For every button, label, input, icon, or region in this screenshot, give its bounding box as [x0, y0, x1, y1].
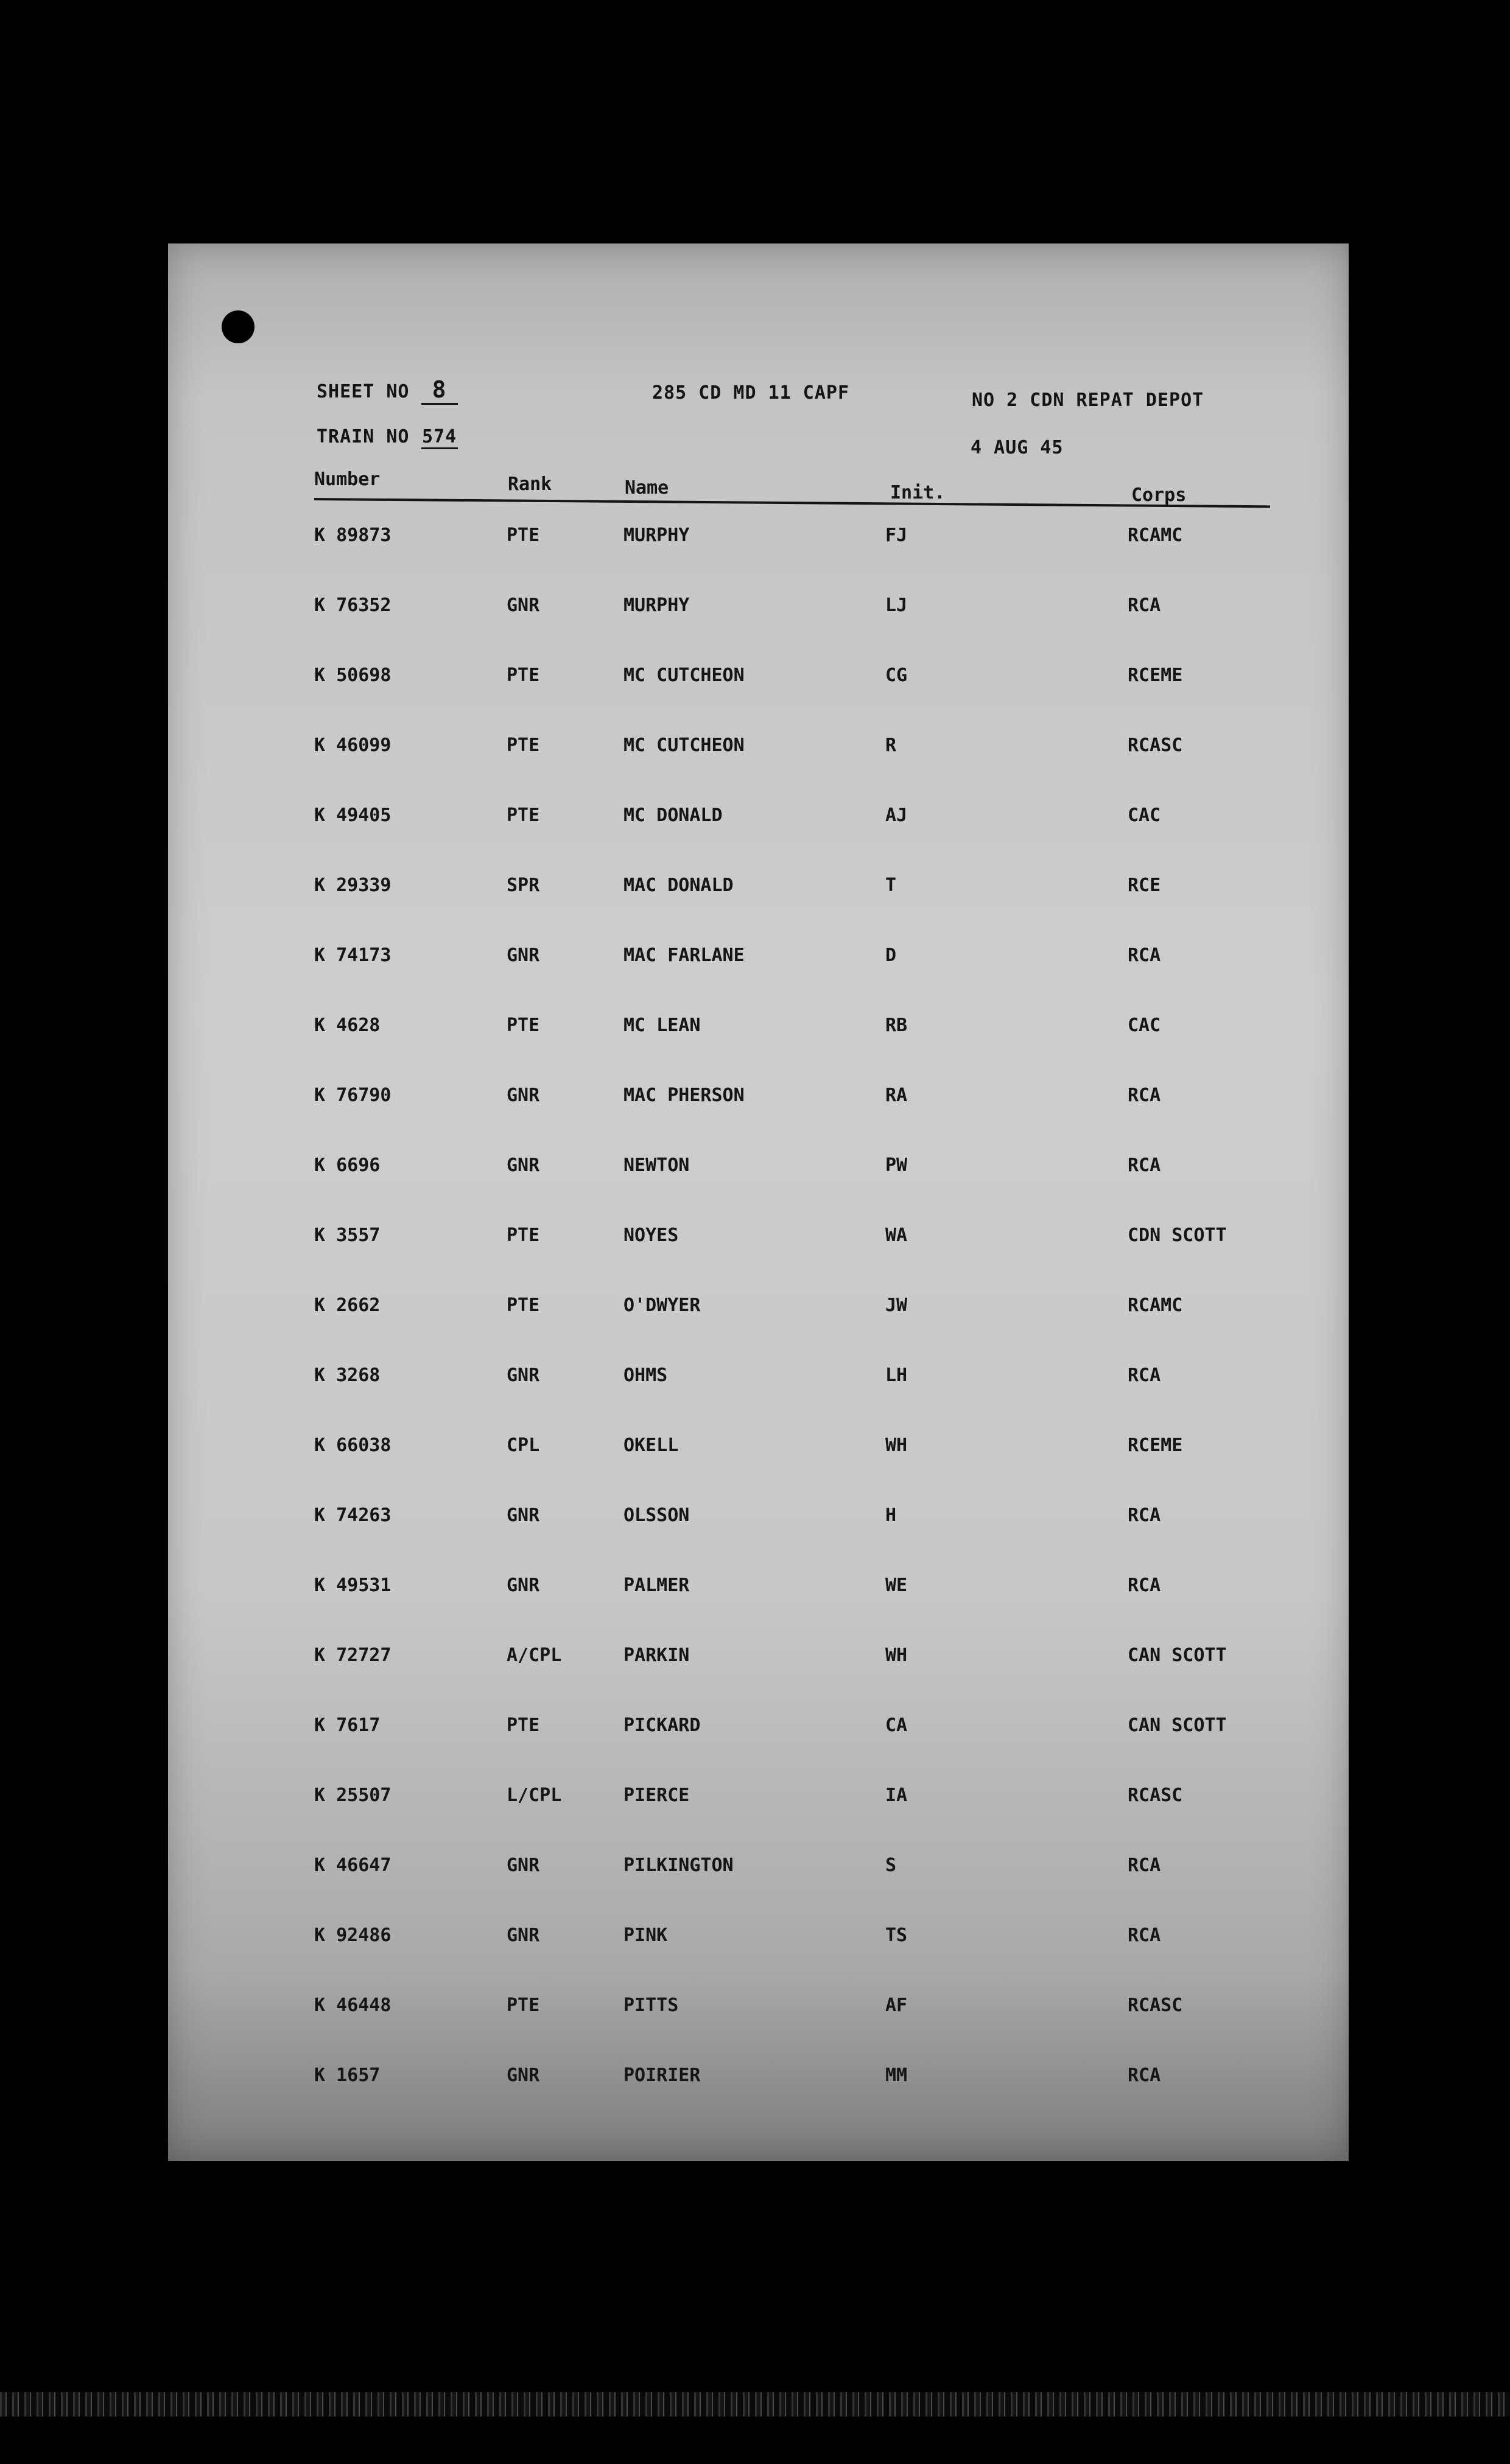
initials: S [885, 1855, 897, 1876]
initials: RA [885, 1085, 908, 1106]
table-row [168, 1421, 1349, 1491]
report-date: 4 AUG 45 [971, 437, 1064, 458]
header-rule [314, 498, 1270, 508]
table-row [168, 651, 1349, 721]
rank: GNR [507, 1575, 540, 1596]
corps: RCA [1128, 1575, 1161, 1596]
rank: GNR [507, 1085, 540, 1106]
rank: GNR [507, 1155, 540, 1176]
surname: NOYES [623, 1225, 679, 1246]
initials: LJ [885, 595, 908, 616]
initials: PW [885, 1155, 908, 1176]
table-row [168, 791, 1349, 861]
service-number: K 7617 [314, 1715, 381, 1736]
service-number: K 2662 [314, 1295, 381, 1316]
table-row [168, 1211, 1349, 1281]
surname: MAC PHERSON [623, 1085, 745, 1106]
rank: GNR [507, 1855, 540, 1876]
train-number: 574 [421, 426, 458, 449]
service-number: K 3557 [314, 1225, 381, 1246]
initials: FJ [885, 525, 908, 546]
table-row [168, 1351, 1349, 1421]
surname: MC LEAN [623, 1015, 701, 1036]
surname: PIERCE [623, 1785, 690, 1806]
rank: L/CPL [507, 1785, 562, 1806]
surname: MAC FARLANE [623, 945, 745, 966]
corps: RCA [1128, 2065, 1161, 2086]
service-number: K 29339 [314, 875, 392, 896]
rank: GNR [507, 945, 540, 966]
surname: MC DONALD [623, 805, 723, 826]
surname: PARKIN [623, 1645, 690, 1666]
corps: RCE [1128, 875, 1161, 896]
table-row [168, 1491, 1349, 1561]
surname: PALMER [623, 1575, 690, 1596]
scanner-edge-strip [0, 2392, 1510, 2417]
service-number: K 46647 [314, 1855, 392, 1876]
initials: H [885, 1505, 897, 1526]
table-row [168, 861, 1349, 931]
surname: MC CUTCHEON [623, 735, 745, 756]
initials: CA [885, 1715, 908, 1736]
service-number: K 6696 [314, 1155, 381, 1176]
rank: GNR [507, 1365, 540, 1386]
service-number: K 49531 [314, 1575, 392, 1596]
initials: T [885, 875, 897, 896]
table-row [168, 1561, 1349, 1631]
table-row [168, 1631, 1349, 1701]
rank: GNR [507, 2065, 540, 2086]
table-row [168, 1771, 1349, 1841]
initials: TS [885, 1925, 908, 1946]
initials: JW [885, 1295, 908, 1316]
corps: RCA [1128, 1155, 1161, 1176]
surname: PINK [623, 1925, 668, 1946]
corps: RCA [1128, 1925, 1161, 1946]
service-number: K 46099 [314, 735, 392, 756]
corps: RCA [1128, 1365, 1161, 1386]
table-row [168, 1701, 1349, 1771]
corps: RCA [1128, 1085, 1161, 1106]
service-number: K 49405 [314, 805, 392, 826]
table-row [168, 1281, 1349, 1351]
rank: PTE [507, 1225, 540, 1246]
service-number: K 3268 [314, 1365, 381, 1386]
rank: GNR [507, 595, 540, 616]
corps: RCASC [1128, 735, 1183, 756]
column-header-rank: Rank [508, 474, 552, 495]
document-page [168, 243, 1349, 2161]
rank: GNR [507, 1505, 540, 1526]
column-header-name: Name [625, 477, 669, 499]
column-header-init: Init. [890, 482, 946, 503]
table-row [168, 581, 1349, 651]
personnel-table [168, 511, 1349, 2121]
rank: A/CPL [507, 1645, 562, 1666]
service-number: K 1657 [314, 2065, 381, 2086]
table-row [168, 1141, 1349, 1211]
unit-code: 285 CD MD 11 CAPF [652, 382, 850, 404]
initials: WH [885, 1645, 908, 1666]
table-row [168, 2051, 1349, 2121]
service-number: K 4628 [314, 1015, 381, 1036]
corps: RCA [1128, 1505, 1161, 1526]
surname: O'DWYER [623, 1295, 701, 1316]
initials: LH [885, 1365, 908, 1386]
rank: PTE [507, 805, 540, 826]
service-number: K 66038 [314, 1435, 392, 1456]
sheet-label: SHEET NO [317, 381, 410, 402]
corps: RCASC [1128, 1995, 1183, 2016]
corps: CAN SCOTT [1128, 1645, 1227, 1666]
column-header-corps: Corps [1131, 485, 1187, 506]
surname: POIRIER [623, 2065, 701, 2086]
corps: CAN SCOTT [1128, 1715, 1227, 1736]
rank: PTE [507, 665, 540, 686]
sheet-number: 8 [421, 376, 458, 405]
corps: RCAMC [1128, 525, 1183, 546]
surname: MURPHY [623, 595, 690, 616]
corps: RCEME [1128, 1435, 1183, 1456]
service-number: K 76352 [314, 595, 392, 616]
service-number: K 50698 [314, 665, 392, 686]
depot-name: NO 2 CDN REPAT DEPOT [972, 390, 1204, 411]
corps: CDN SCOTT [1128, 1225, 1227, 1246]
rank: SPR [507, 875, 540, 896]
table-row [168, 721, 1349, 791]
column-header-number: Number [314, 469, 381, 490]
surname: MC CUTCHEON [623, 665, 745, 686]
table-row [168, 1071, 1349, 1141]
initials: WA [885, 1225, 908, 1246]
surname: OLSSON [623, 1505, 690, 1526]
initials: MM [885, 2065, 908, 2086]
surname: PITTS [623, 1995, 679, 2016]
service-number: K 72727 [314, 1645, 392, 1666]
service-number: K 25507 [314, 1785, 392, 1806]
corps: RCA [1128, 1855, 1161, 1876]
surname: MAC DONALD [623, 875, 734, 896]
rank: PTE [507, 1015, 540, 1036]
service-number: K 46448 [314, 1995, 392, 2016]
table-row [168, 1911, 1349, 1981]
initials: WH [885, 1435, 908, 1456]
table-row [168, 1841, 1349, 1911]
corps: RCEME [1128, 665, 1183, 686]
initials: IA [885, 1785, 908, 1806]
table-row [168, 1981, 1349, 2051]
surname: PICKARD [623, 1715, 701, 1736]
punch-hole [222, 310, 255, 343]
train-label: TRAIN NO [317, 426, 410, 447]
train-number-field [317, 426, 458, 449]
corps: RCAMC [1128, 1295, 1183, 1316]
initials: AF [885, 1995, 908, 2016]
initials: AJ [885, 805, 908, 826]
corps: RCASC [1128, 1785, 1183, 1806]
corps: CAC [1128, 1015, 1161, 1036]
rank: GNR [507, 1925, 540, 1946]
rank: PTE [507, 1715, 540, 1736]
surname: MURPHY [623, 525, 690, 546]
service-number: K 92486 [314, 1925, 392, 1946]
service-number: K 89873 [314, 525, 392, 546]
sheet-number-field [317, 376, 458, 405]
corps: RCA [1128, 945, 1161, 966]
rank: CPL [507, 1435, 540, 1456]
corps: CAC [1128, 805, 1161, 826]
service-number: K 74263 [314, 1505, 392, 1526]
initials: RB [885, 1015, 908, 1036]
table-row [168, 1001, 1349, 1071]
surname: OKELL [623, 1435, 679, 1456]
rank: PTE [507, 735, 540, 756]
corps: RCA [1128, 595, 1161, 616]
surname: OHMS [623, 1365, 668, 1386]
surname: NEWTON [623, 1155, 690, 1176]
initials: WE [885, 1575, 908, 1596]
table-row [168, 511, 1349, 581]
initials: D [885, 945, 897, 966]
initials: R [885, 735, 897, 756]
initials: CG [885, 665, 908, 686]
surname: PILKINGTON [623, 1855, 734, 1876]
rank: PTE [507, 525, 540, 546]
rank: PTE [507, 1995, 540, 2016]
rank: PTE [507, 1295, 540, 1316]
service-number: K 74173 [314, 945, 392, 966]
service-number: K 76790 [314, 1085, 392, 1106]
table-row [168, 931, 1349, 1001]
